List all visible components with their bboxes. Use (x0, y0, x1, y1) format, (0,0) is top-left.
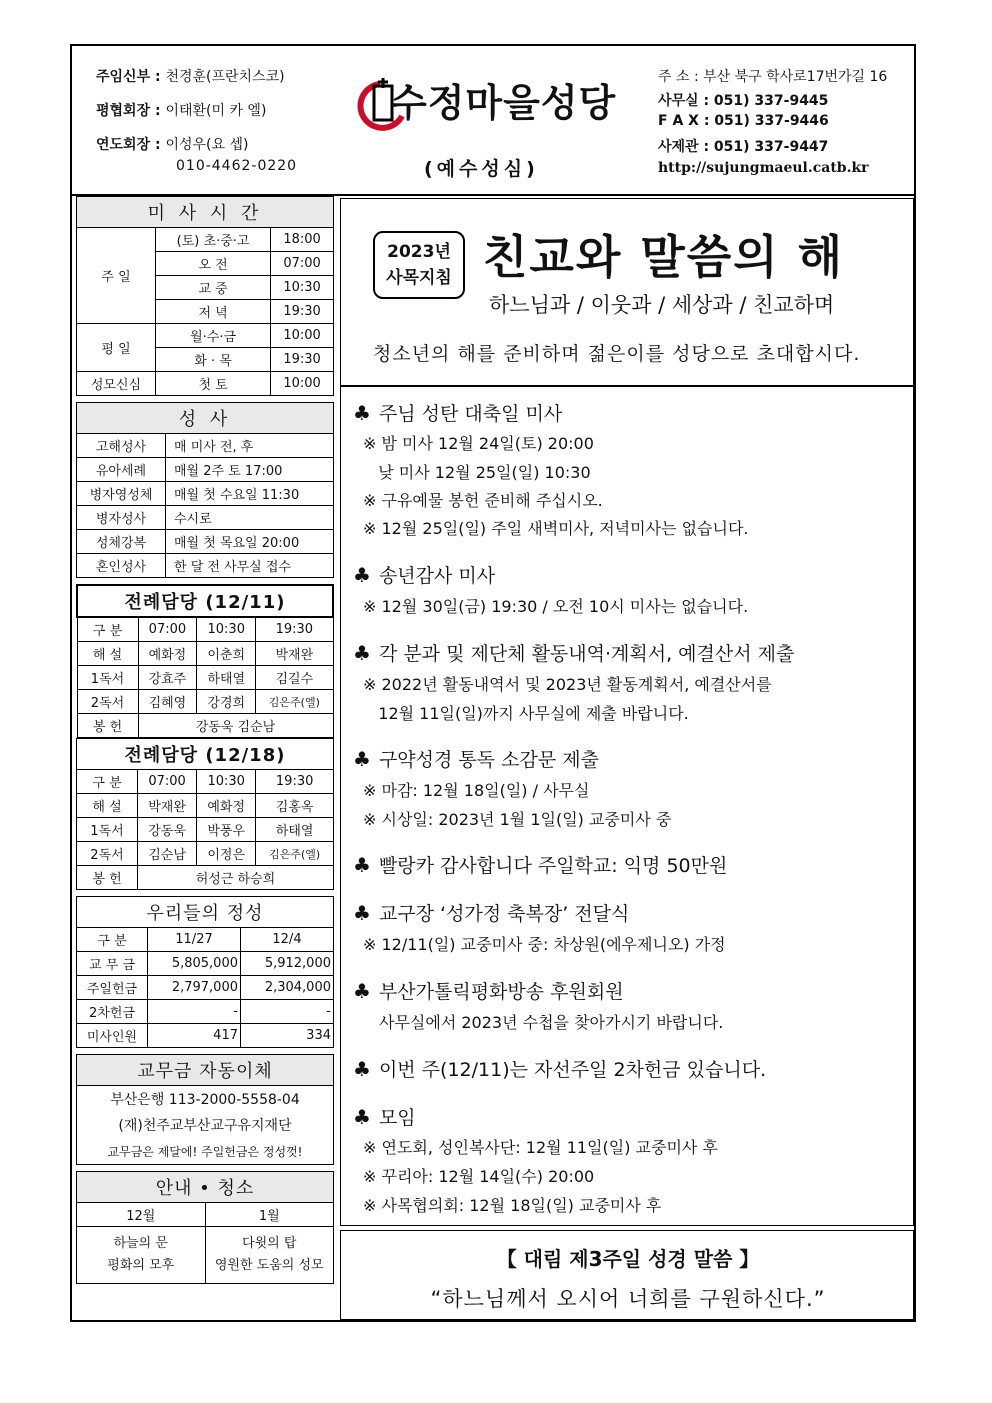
table-cell: 5,912,000 (241, 952, 334, 976)
notice-title (353, 977, 624, 1004)
col-head: 12월 (77, 1203, 206, 1227)
sacrament-name: 병자성사 (77, 506, 166, 530)
sacrament-value: 매 미사 전, 후 (166, 434, 334, 458)
col-head: 구 분 (77, 770, 138, 794)
group-sunday: 주 일 (77, 228, 156, 324)
liturgy-title: 전례담당 (12/18) (77, 739, 334, 770)
liturgy-table-1218 (76, 738, 334, 890)
sacrament-name: 혼인성사 (77, 554, 166, 578)
notice-title-text: 모임 (378, 1107, 416, 1129)
liturgy-title: 전례담당 (12/11) (77, 585, 333, 617)
club-icon: ♣ (353, 401, 371, 425)
club-icon: ♣ (353, 979, 371, 1003)
col-head: 07:00 (138, 617, 197, 642)
table-cell: 김은주(엘) (256, 842, 334, 866)
table-cell: 강동욱 (138, 818, 197, 842)
bulletin-page (70, 44, 916, 1322)
parish-subtitle: (예수성심) (424, 158, 539, 180)
col-head: 11/27 (148, 928, 241, 952)
col-head: 10:30 (197, 617, 256, 642)
club-icon: ♣ (353, 901, 371, 925)
website-link[interactable]: http://sujungmaeul.catb.kr (658, 160, 869, 176)
offering-names: 허성근 하승희 (138, 866, 334, 890)
guide-item: 평화의 모후 (107, 1258, 175, 1273)
col-head: 10:30 (197, 770, 256, 794)
notice-line: ※ 사목협의회: 12월 18일(일) 교중미사 후 (363, 1196, 662, 1215)
table-cell: 2,797,000 (148, 976, 241, 1000)
mass-name: (토) 초·중·고 (156, 228, 271, 252)
col-head: 07:00 (138, 770, 197, 794)
pastor-line (96, 66, 285, 86)
year-theme-sub: 하느님과 / 이웃과 / 세상과 / 친교하며 (489, 293, 835, 317)
table-cell: 김혜영 (138, 690, 197, 714)
table-cell: 예화정 (138, 642, 197, 666)
group-marian: 성모신심 (77, 372, 156, 396)
table-cell: 미사인원 (77, 1024, 148, 1048)
club-icon: ♣ (353, 641, 371, 665)
table-cell: 박재완 (138, 794, 197, 818)
notice-title-text: 교구장 ‘성가정 축복장’ 전달식 (378, 903, 630, 925)
table-cell: 해 설 (77, 794, 138, 818)
notice-title (353, 1103, 416, 1130)
phone-line (176, 158, 297, 174)
phone-number: 010-4462-0220 (176, 158, 298, 174)
scripture-verse: “하느님께서 오시어 너희를 구원하신다.” (430, 1287, 826, 1311)
table-cell: 강경희 (197, 690, 256, 714)
yeondo-name: 이성우(요 셉) (165, 137, 249, 153)
notice-title (353, 851, 727, 878)
guide-item: 다윗의 탑 (242, 1236, 297, 1251)
scripture-heading: 【 대림 제3주일 성경 말씀 】 (496, 1247, 760, 1271)
scripture-box (340, 1230, 914, 1320)
table-cell: 주일헌금 (77, 976, 148, 1000)
offerings-table (76, 896, 334, 1048)
offerings-title: 우리들의 정성 (77, 897, 334, 928)
table-cell: - (241, 1000, 334, 1024)
table-cell: 5,805,000 (148, 952, 241, 976)
table-cell: 이춘희 (197, 642, 256, 666)
notice-title (353, 561, 495, 588)
notice-title-text: 이번 주(12/11)는 자선주일 2차헌금 있습니다. (378, 1059, 767, 1081)
guide-cell (205, 1227, 334, 1284)
yeondo-label: 연도회장 : (96, 137, 161, 153)
table-cell: 이정은 (197, 842, 256, 866)
table-cell: 김길수 (256, 666, 333, 690)
table-cell: 김은주(엘) (256, 690, 333, 714)
notice-title-text: 각 분과 및 제단체 활동내역·계획서, 예결산서 제출 (378, 643, 795, 665)
table-cell: - (148, 1000, 241, 1024)
col-head: 구 분 (77, 928, 148, 952)
notice-title-text: 주님 성탄 대축일 미사 (378, 403, 563, 425)
mass-time: 07:00 (271, 252, 334, 276)
sacrament-name: 성체강복 (77, 530, 166, 554)
pastoral-banner (340, 198, 914, 386)
table-cell: 2,304,000 (241, 976, 334, 1000)
mass-time: 10:00 (271, 372, 334, 396)
club-icon: ♣ (353, 1105, 371, 1129)
notice-title-text: 부산가톨릭평화방송 후원회원 (378, 981, 624, 1003)
bank-account: 부산은행 113-2000-5558-04 (77, 1086, 334, 1113)
parish-title: 수정마을성당 (390, 81, 617, 125)
guide-title: 안내 • 청소 (77, 1172, 334, 1203)
notice-title-text: 빨랑카 감사합니다 주일학교: 익명 50만원 (378, 855, 728, 877)
table-cell: 박재완 (256, 642, 333, 666)
notice-line: ※ 밤 미사 12월 24일(토) 20:00 (363, 434, 594, 453)
notice-line: ※ 연도회, 성인복사단: 12월 11일(일) 교중미사 후 (363, 1138, 718, 1157)
notice-title (353, 1055, 766, 1082)
table-cell: 2차헌금 (77, 1000, 148, 1024)
notice-title (353, 899, 629, 926)
sacrament-value: 매월 첫 수요일 11:30 (166, 482, 334, 506)
notice-line: ※ 시상일: 2023년 1월 1일(일) 교중미사 중 (363, 810, 672, 829)
notice-line: 낮 미사 12월 25일(일) 10:30 (363, 463, 591, 482)
fax-line: F A X : 051) 337-9446 (658, 113, 829, 129)
guide-cell (77, 1227, 206, 1284)
council-name: 이태환(미 카 엘) (165, 103, 267, 119)
sacrament-name: 고해성사 (77, 434, 166, 458)
table-cell: 2독서 (77, 690, 138, 714)
mass-name: 월·수·금 (156, 324, 271, 348)
table-cell: 334 (241, 1024, 334, 1048)
yeondo-line (96, 134, 248, 154)
mass-times-title: 미 사 시 간 (77, 197, 334, 228)
table-cell: 교 무 금 (77, 952, 148, 976)
table-cell: 박풍우 (197, 818, 256, 842)
council-line (96, 100, 266, 120)
mass-name: 저 녁 (156, 300, 271, 324)
mass-name: 교 중 (156, 276, 271, 300)
notice-title-text: 송년감사 미사 (378, 565, 496, 587)
autopay-note: 교무금은 제달에! 주일헌금은 정성껏! (77, 1138, 334, 1165)
notices (340, 386, 914, 1226)
table-cell: 1독서 (77, 666, 138, 690)
office-phone: 사무실 : 051) 337-9445 (658, 93, 829, 109)
guide-item: 하늘의 문 (113, 1236, 168, 1251)
table-cell: 김홍옥 (256, 794, 334, 818)
notice-line: 사무실에서 2023년 수첩을 찾아가시기 바랍니다. (379, 1013, 724, 1032)
notice-title (353, 399, 562, 426)
sacrament-name: 유아세례 (77, 458, 166, 482)
year-theme-title: 친교와 말씀의 해 (483, 230, 845, 284)
table-cell: 417 (148, 1024, 241, 1048)
council-label: 평협회장 : (96, 103, 161, 119)
autopay-title: 교무금 자동이체 (77, 1055, 334, 1086)
foundation-name: (재)천주교부산교구유지재단 (77, 1112, 334, 1138)
offering-names: 강동욱 김순남 (138, 714, 333, 738)
notice-line: ※ 꾸리아: 12월 14일(수) 20:00 (363, 1167, 595, 1186)
offering-label: 봉 헌 (77, 866, 138, 890)
table-cell: 1독서 (77, 818, 138, 842)
liturgy-table-1211 (76, 584, 334, 738)
club-icon: ♣ (353, 747, 371, 771)
rectory-phone: 사제관 : 051) 337-9447 (658, 139, 829, 155)
notice-line: ※ 마감: 12월 18일(일) / 사무실 (363, 781, 590, 800)
sacrament-value: 매월 2주 토 17:00 (166, 458, 334, 482)
notice-line: ※ 12월 25일(일) 주일 새벽미사, 저녁미사는 없습니다. (363, 519, 749, 538)
notice-line: ※ 구유예물 봉헌 준비해 주십시오. (363, 491, 603, 510)
table-cell: 2독서 (77, 842, 138, 866)
pastor-name: 천경훈(프란치스코) (165, 69, 285, 85)
mass-time: 10:30 (271, 276, 334, 300)
left-column (76, 196, 336, 1290)
header (72, 46, 914, 196)
pastor-label: 주임신부 : (96, 69, 161, 85)
right-column (340, 198, 914, 1320)
guide-item: 영원한 도움의 성모 (214, 1258, 324, 1273)
mass-times-table (76, 196, 334, 396)
badge-year: 2023년 (387, 242, 451, 262)
mass-time: 18:00 (271, 228, 334, 252)
autopay-table (76, 1054, 334, 1165)
notice-line: ※ 2022년 활동내역서 및 2023년 활동계획서, 예결산서를 (363, 675, 772, 694)
table-cell: 하태열 (256, 818, 334, 842)
address-line: 주 소 : 부산 북구 학사로17번가길 16 (658, 69, 888, 85)
guide-table (76, 1171, 334, 1284)
notice-line: ※ 12/11(일) 교중미사 중: 차상원(에우제니오) 가정 (363, 935, 726, 954)
group-weekday: 평 일 (77, 324, 156, 372)
club-icon: ♣ (353, 563, 371, 587)
sacrament-value: 매월 첫 목요일 20:00 (166, 530, 334, 554)
notice-line: ※ 12월 30일(금) 19:30 / 오전 10시 미사는 없습니다. (363, 597, 749, 616)
mass-name: 첫 토 (156, 372, 271, 396)
mass-time: 19:30 (271, 300, 334, 324)
mass-name: 오 전 (156, 252, 271, 276)
mass-time: 19:30 (271, 348, 334, 372)
col-head: 구 분 (77, 617, 138, 642)
offering-label: 봉 헌 (77, 714, 138, 738)
table-cell: 하태열 (197, 666, 256, 690)
notice-line: 12월 11일(일)까지 사무실에 제출 바랍니다. (363, 704, 689, 723)
table-cell: 김순남 (138, 842, 197, 866)
notice-title-text: 구약성경 통독 소감문 제출 (378, 749, 599, 771)
pastoral-badge (373, 231, 465, 299)
sacraments-table (76, 402, 334, 578)
table-cell: 예화정 (197, 794, 256, 818)
col-head: 19:30 (256, 617, 333, 642)
table-cell: 해 설 (77, 642, 138, 666)
club-icon: ♣ (353, 1057, 371, 1081)
sacrament-name: 병자영성체 (77, 482, 166, 506)
sacrament-value: 수시로 (166, 506, 334, 530)
mass-name: 화 · 목 (156, 348, 271, 372)
notice-title (353, 639, 794, 666)
col-head: 12/4 (241, 928, 334, 952)
youth-invite: 청소년의 해를 준비하며 젊은이를 성당으로 초대합시다. (373, 343, 861, 365)
table-cell: 강효주 (138, 666, 197, 690)
sacraments-title: 성 사 (77, 403, 334, 434)
club-icon: ♣ (353, 853, 371, 877)
col-head: 19:30 (256, 770, 334, 794)
badge-label: 사목지침 (386, 268, 452, 288)
mass-time: 10:00 (271, 324, 334, 348)
sacrament-value: 한 달 전 사무실 접수 (166, 554, 334, 578)
col-head: 1월 (205, 1203, 334, 1227)
notice-title (353, 745, 599, 772)
